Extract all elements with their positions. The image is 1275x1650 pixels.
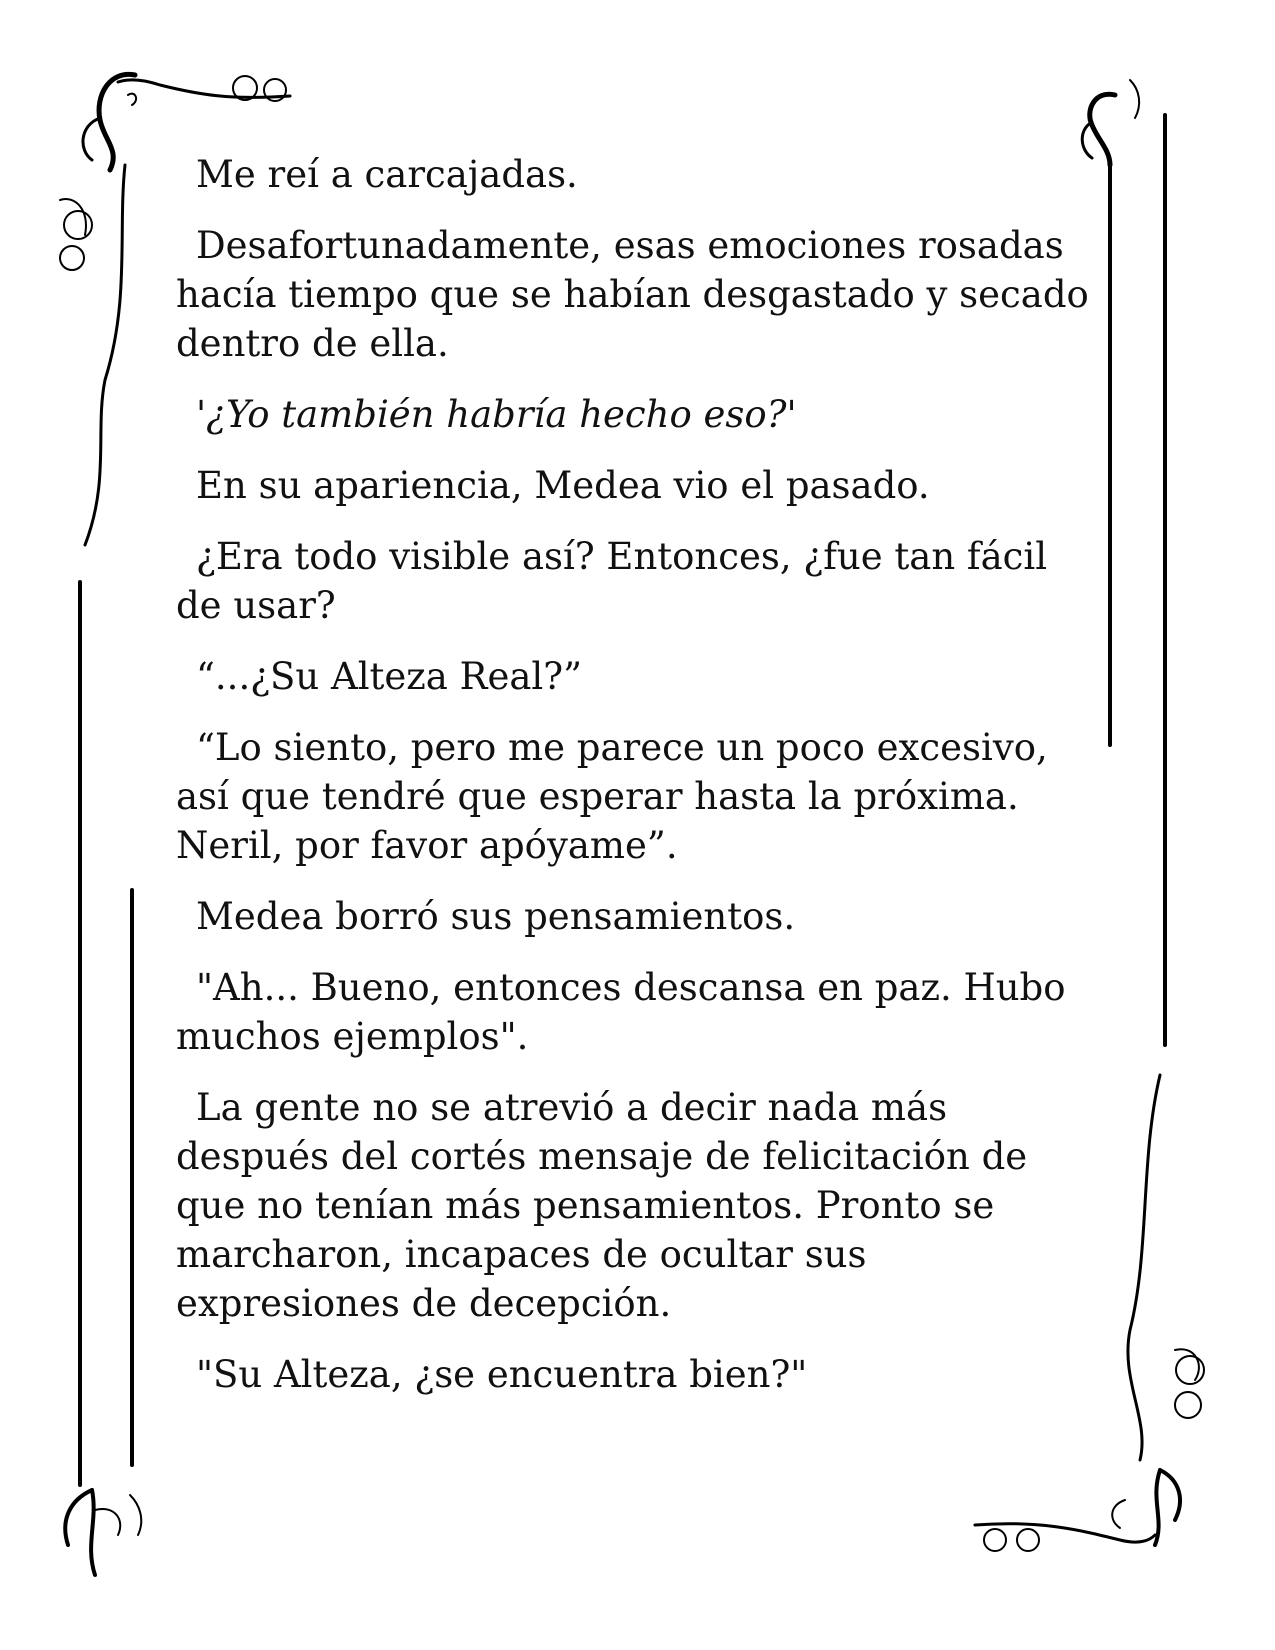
- paragraph: ¿Era todo visible así? Entonces, ¿fue tan fácil de usar?: [176, 535, 1048, 627]
- dialogue-paragraph: “Lo siento, pero me parece un poco excesivo, así que tendré que esperar hasta la próxima. Neril, por favor apóyame”.: [176, 726, 1048, 867]
- paragraph: Desafortunadamente, esas emociones rosadas hacía tiempo que se habían desgastado y secado dentro de ella.: [176, 224, 1089, 365]
- paragraph: La gente no se atrevió a decir nada más después del cortés mensaje de felicitación de que no tenían más pensamientos. Pronto se marcharon, incapaces de ocultar sus expresiones de decepción.: [176, 1086, 1028, 1325]
- dialogue-paragraph: "Ah... Bueno, entonces descansa en paz. Hubo muchos ejemplos".: [176, 966, 1066, 1058]
- dialogue-paragraph: "Su Alteza, ¿se encuentra bien?": [196, 1353, 808, 1396]
- story-text: [176, 150, 1096, 1421]
- thought-paragraph: '¿Yo también habría hecho eso?': [196, 393, 797, 436]
- paragraph: Me reí a carcajadas.: [196, 153, 578, 196]
- paragraph: Medea borró sus pensamientos.: [196, 895, 796, 938]
- bottom-left-flourish: [65, 1490, 141, 1575]
- paragraph: En su apariencia, Medea vio el pasado.: [196, 464, 930, 507]
- dialogue-paragraph: “...¿Su Alteza Real?”: [196, 655, 583, 698]
